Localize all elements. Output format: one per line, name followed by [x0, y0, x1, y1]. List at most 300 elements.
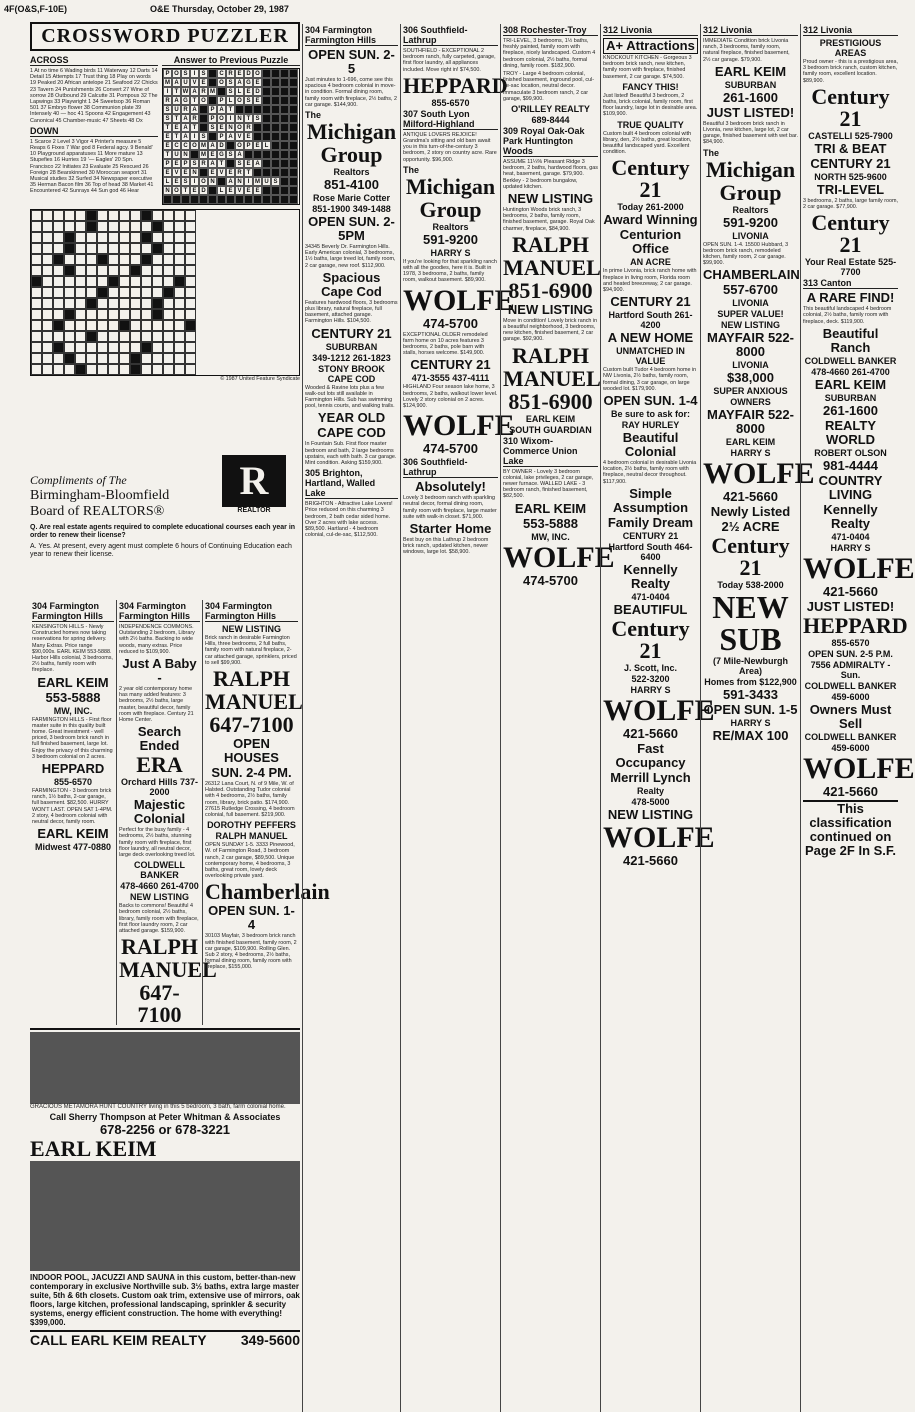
ad-headline: Owners Must Sell: [809, 701, 892, 731]
ad-headline: TRI-LEVEL: [816, 181, 885, 197]
answer-cell: E: [253, 96, 262, 105]
ad-headline: Starter Home: [409, 521, 492, 537]
answer-cell: V: [235, 186, 244, 195]
answer-cell: [217, 177, 226, 186]
grid-cell: [130, 232, 141, 243]
realtor-logo: R: [222, 455, 286, 507]
broker-phone: 261-1600: [723, 89, 778, 105]
answer-cell: A: [226, 177, 235, 186]
grid-cell: [75, 320, 86, 331]
grid-cell: [31, 254, 42, 265]
section-heading: 305 Brighton, Hartland, Walled Lake: [305, 468, 398, 499]
ad-headline: LIVONIA: [732, 360, 769, 371]
answer-cell: [199, 195, 208, 204]
answer-cell: R: [244, 123, 253, 132]
grid-cell: [152, 298, 163, 309]
grid-cell: [163, 276, 174, 287]
answer-cell: D: [199, 186, 208, 195]
grid-cell: [163, 221, 174, 232]
grid-cell: [163, 298, 174, 309]
ad-headline: Newly Listed: [710, 504, 791, 520]
broker-sub: Realty: [636, 785, 664, 796]
answer-cell: G: [244, 78, 253, 87]
answer-cell: O: [217, 114, 226, 123]
ad-text: IMMEDIATE Condition brick Livonia ranch, 3 bedrooms, family room, natural fireplace, finished basement, 2½ car garage. $79,900.: [703, 38, 790, 63]
answer-cell: A: [181, 132, 190, 141]
broker-name: RE/MAX 100: [712, 728, 789, 744]
ad-text: FARMINGTON HILLS - First floor master suite in this quality built home. Great investment - well priced, 3 bedroom brick ranch in full finished basement, large lot. Enjoy the privacy of this charming 3 bedroom colonial on 2 acres.: [32, 716, 113, 760]
grid-cell: [119, 298, 130, 309]
answer-cell: L: [262, 141, 271, 150]
agent-name: Call Sherry Thompson at Peter Whitman & Associates: [49, 1112, 281, 1123]
ad-headline: Spacious Cape Cod: [321, 269, 382, 299]
answer-cell: [289, 168, 298, 177]
answer-cell: [280, 177, 289, 186]
grid-cell: [75, 298, 86, 309]
broker-phone: 591-9200: [723, 214, 778, 230]
grid-cell: [163, 320, 174, 331]
grid-cell: [130, 298, 141, 309]
answer-cell: E: [244, 186, 253, 195]
broker-name: Group: [320, 142, 383, 168]
broker-name: Michigan: [306, 119, 397, 145]
broker-sub: HARRY S: [730, 718, 771, 729]
grid-cell: [75, 276, 86, 287]
agent-name: DOROTHY PEFFERS: [207, 820, 296, 831]
broker-phone: 459-6000: [831, 691, 870, 702]
grid-cell: [31, 265, 42, 276]
answer-cell: [199, 168, 208, 177]
broker-phone: 471-0404: [831, 531, 870, 542]
broker-name: Century 21: [811, 83, 890, 131]
broker-name: HEPPARD: [41, 761, 105, 777]
answer-cell: A: [208, 141, 217, 150]
grid-cell: [64, 353, 75, 364]
broker-phone: 522-3200: [631, 673, 670, 684]
ad-text: Brick ranch in desirable Farmington Hills, three bedrooms, 2 full baths, family room with natural fireplace, 2-car attached garage, sprinklers, priced to sell $99,900.: [205, 635, 297, 666]
answer-cell: [289, 69, 298, 78]
answer-cell: E: [172, 177, 181, 186]
ad-text: OPEN SUNDAY 1-5. 3333 Pinewood, W. of Farmington Road, 3 bedroom ranch, 2 car garage, $89,500. Unique contemporary home, 4 bedrooms, 3 baths, great room, lovely deck overlooking private yard.: [205, 842, 295, 880]
ad-headline: NEW LISTING: [130, 892, 189, 903]
answer-cell: [289, 186, 298, 195]
grid-cell: [108, 210, 119, 221]
broker-phone: 478-5000: [631, 796, 670, 807]
ad-text: (7 Mile-Newburgh Area): [712, 656, 788, 677]
answer-cell: [208, 78, 217, 87]
broker-name: Century 21: [611, 615, 690, 663]
grid-cell: [185, 320, 196, 331]
ad-text: Just listed! Beautiful 3 bedroom, 2 baths, brick colonial, family room, first floor laundry, large lot in desirable area. $109,900.: [603, 92, 698, 118]
answer-cell: [262, 96, 271, 105]
grid-cell: [97, 276, 108, 287]
answer-cell: [271, 105, 280, 114]
grid-cell: [163, 265, 174, 276]
grid-cell: [75, 287, 86, 298]
broker-name: EARL KEIM: [37, 674, 109, 690]
answer-cell: I: [244, 177, 253, 186]
answer-cell: M: [165, 80, 170, 86]
broker-phone: Hartford South 261-4200: [608, 310, 693, 331]
ad-text: Best buy on this Lathrup 2 bedroom brick ranch, updated kitchen, newer windows, large lot. $58,900.: [403, 537, 489, 556]
ad-headline: Just A Baby -: [122, 656, 197, 686]
ad-text: FARMINGTON - 3 bedroom brick ranch, 1½ baths, 2-car garage, full basement. $82,500. HURRY WON'T LAST. OPEN SAT 1-4PM. 2 story, 4 bedroom colonial with neutral decor, family room.: [32, 788, 113, 826]
answer-cell: E: [181, 168, 190, 177]
answer-cell: S: [226, 150, 235, 159]
broker-sub: HARRY S: [730, 448, 771, 459]
grid-cell: [141, 331, 152, 342]
grid-cell: [53, 298, 64, 309]
broker-phone: 981-4444: [823, 457, 878, 473]
broker-phone: 851-6900: [508, 388, 593, 414]
answer-cell: T: [172, 114, 181, 123]
board-line-1: Compliments of The: [30, 473, 127, 487]
grid-cell: [152, 287, 163, 298]
ad-text: Features hardwood floors, 3 bedrooms plus library, natural fireplace, full basement, attached garage. Farmington Hills. $104,500.: [305, 299, 398, 325]
grid-cell: [75, 342, 86, 353]
answer-cell: A: [181, 123, 190, 132]
answer-cell: [235, 195, 244, 204]
answer-cell: T: [217, 159, 226, 168]
answer-cell: [208, 96, 217, 105]
grid-cell: [64, 210, 75, 221]
grid-cell: [174, 276, 185, 287]
answer-cell: P: [163, 159, 172, 168]
column-6: [500, 24, 615, 1412]
broker-phone: 478-4660 261-4700: [811, 366, 890, 377]
grid-cell: [141, 309, 152, 320]
answer-cell: [190, 150, 199, 159]
grid-cell: [185, 364, 196, 375]
ad-headline: TRUE QUALITY: [617, 119, 684, 130]
grid-cell: [119, 254, 130, 265]
grid-cell: [42, 309, 53, 320]
grid-cell: [75, 243, 86, 254]
ad-text: EXCEPTIONAL OLDER remodeled farm home on 10 acres features 3 bedrooms, 2 baths, pole barn with stalls, horses welcome. $149,900.: [403, 331, 488, 357]
broker-phone: 459-6000: [831, 742, 870, 753]
grid-cell: [42, 331, 53, 342]
section-heading: 307 South Lyon Milford-Highland: [403, 109, 498, 130]
ad-text: OPEN SUN. 1-4. 15500 Hubbard, 3 bedroom brick ranch, remodeled kitchen, family room, 2 car garage. $99,900.: [703, 241, 789, 267]
answer-cell: [244, 195, 253, 204]
board-line-2: Birmingham-Bloomfield: [30, 488, 170, 503]
grid-cell: [42, 287, 53, 298]
grid-cell: [130, 353, 141, 364]
agent-name: Rose Marie Cotter: [312, 193, 391, 204]
grid-cell: [31, 353, 42, 364]
grid-cell: [53, 254, 64, 265]
broker-phone: 591-3433: [723, 687, 778, 703]
answer-cell: [253, 105, 262, 114]
broker-name: MANUEL: [503, 254, 601, 280]
ad-headline: OWNERS: [730, 397, 771, 408]
question-text: Q. Are real estate agents required to complete educational courses each year in order to renew their license?: [30, 524, 296, 539]
answer-cell: I: [226, 114, 235, 123]
grid-cell: [75, 364, 86, 375]
answer-cell: [289, 87, 298, 96]
answer-cell: U: [172, 105, 181, 114]
grid-cell: [130, 254, 141, 265]
ad-headline: Beautiful Colonial: [622, 430, 679, 460]
grid-cell: [31, 309, 42, 320]
answer-cell: [199, 123, 208, 132]
section-heading: 312 Livonia: [703, 25, 798, 36]
grid-cell: [42, 254, 53, 265]
section-heading: 304 Farmington Farmington Hills: [119, 601, 200, 622]
ad-headline: Centurion Office: [619, 227, 682, 257]
across-clues: 1 At no time 6 Wading birds 11 Waterway 12 Darts 14 Detail 15 Attempts 17 Trust thing 18 Play on words 19 Peaked 20 African antelope 21 Seafood 22 Chicks 23 Tavern 24 Punishments 26 Convert 27 Wine of sorrow 28 Outbound 29 Calcutte 31 Pompous 32 The Lapwings 33 Playwright 1 34 Sweetsop 36 Roman 501 37 Embryo flower 38 Communion plate 39 Intensely 40 — hoc 41 Spoons 42 Engagement 43 Canonical 45 Chamber-music 47 Sheets 48 Ox: [30, 68, 158, 124]
grid-cell: [64, 309, 75, 320]
answer-cell: O: [217, 78, 226, 87]
ad-headline: OPEN SUN. 1-4: [603, 393, 698, 409]
ad-text: 30103 Mayfair, 3 bedroom brick ranch with finished basement, family room, 2 car garage, $109,900. Rolling Glen. Sub 2 story, 4 bedrooms, 2½ baths, formal dining room, family room with fireplace, $155,000.: [205, 933, 297, 971]
grid-cell: [75, 210, 86, 221]
broker-sub: HARRY S: [630, 684, 671, 695]
broker-name: CALL EARL KEIM REALTY: [30, 1332, 207, 1349]
broker-name: EARL KEIM: [37, 826, 109, 842]
answer-cell: [226, 159, 235, 168]
crossword-section: [30, 22, 300, 452]
answer-cell: [280, 186, 289, 195]
answer-cell: [172, 195, 181, 204]
answer-cell: T: [244, 168, 253, 177]
grid-cell: [163, 342, 174, 353]
answer-cell: A: [190, 87, 199, 96]
ad-text: TROY - Large 4 bedroom colonial, finished basement, inground pool, cul-de-sac location, neutral decor. Immaculate 3 bedroom ranch, 2 car garage, $99,900.: [503, 71, 595, 102]
broker-name: ERA: [136, 752, 183, 778]
grid-cell: [185, 276, 196, 287]
ad-headline: STONY BROOK CAPE COD: [318, 363, 385, 384]
broker-sub: MW, INC.: [531, 531, 570, 542]
grid-cell: [130, 287, 141, 298]
answer-cell: [271, 69, 280, 78]
grid-cell: [31, 287, 42, 298]
issue-date: O&E Thursday, October 29, 1987: [150, 4, 289, 14]
broker-name: CENTURY 21: [622, 530, 679, 541]
grid-cell: [130, 320, 141, 331]
grid-cell: [31, 364, 42, 375]
answer-cell: O: [199, 96, 208, 105]
grid-cell: [152, 243, 163, 254]
grid-cell: [174, 298, 185, 309]
ad-headline: UNMATCHED IN VALUE: [616, 346, 685, 367]
grid-cell: [185, 342, 196, 353]
grid-cell: [31, 221, 42, 232]
grid-cell: [185, 331, 196, 342]
broker-name: RALPH: [213, 666, 290, 692]
grid-cell: [64, 298, 75, 309]
ad-headline: JUST LISTED!: [706, 104, 795, 120]
broker-name: Century 21: [711, 533, 790, 581]
answer-cell: E: [244, 87, 253, 96]
answer-cell: I: [190, 132, 199, 141]
grid-cell: [108, 254, 119, 265]
grid-cell: [163, 353, 174, 364]
answer-cell: [289, 123, 298, 132]
answer-cell: [199, 105, 208, 114]
grid-cell: [75, 309, 86, 320]
grid-cell: [86, 331, 97, 342]
grid-cell: [108, 276, 119, 287]
grid-cell: [64, 243, 75, 254]
answer-cell: [280, 150, 289, 159]
answer-cell: N: [226, 123, 235, 132]
answer-cell: [262, 123, 271, 132]
answer-cell: A: [181, 114, 190, 123]
broker-name: CHAMBERLAIN: [703, 267, 800, 283]
section-heading: 312 Livonia: [803, 25, 898, 36]
grid-cell: [141, 364, 152, 375]
broker-phone: 478-4660 261-4700: [120, 881, 199, 892]
grid-cell: [163, 331, 174, 342]
answer-cell: S: [226, 87, 235, 96]
answer-cell: M: [255, 179, 260, 185]
ad-headline: LIVONIA: [732, 298, 769, 309]
section-heading: 306 Southfield-Lathrup: [403, 457, 498, 478]
answer-cell: V: [217, 168, 226, 177]
broker-name: RALPH: [121, 934, 198, 960]
grid-cell: [97, 309, 108, 320]
broker-phone: 647-7100: [209, 712, 294, 738]
grid-cell: [141, 276, 152, 287]
broker-name: RALPH: [512, 342, 589, 368]
grid-cell: [64, 221, 75, 232]
broker-name: WOLFE: [703, 457, 815, 491]
answer-cell: O: [253, 69, 262, 78]
broker-phone: 421-5660: [823, 583, 878, 599]
answer-cell: [271, 132, 280, 141]
answer-cell: [226, 195, 235, 204]
broker-name: WOLFE: [403, 409, 515, 443]
section-heading: 312 Livonia: [603, 25, 698, 36]
broker-name: WOLFE: [803, 551, 915, 585]
answer-cell: E: [244, 159, 253, 168]
continued-note: This classification continued on Page 2F In S.F.: [804, 800, 897, 858]
grid-cell: [108, 243, 119, 254]
answer-cell: [280, 195, 289, 204]
answer-cell: A: [253, 159, 262, 168]
grid-cell: [64, 254, 75, 265]
grid-cell: [53, 331, 64, 342]
answer-cell: V: [172, 168, 181, 177]
grid-cell: [86, 210, 97, 221]
broker-name: Kennelly Realty: [823, 501, 878, 531]
grid-cell: [86, 232, 97, 243]
grid-cell: [42, 265, 53, 276]
column-3: [202, 600, 330, 1025]
grid-cell: [119, 364, 130, 375]
grid-cell: [141, 353, 152, 364]
grid-cell: [174, 331, 185, 342]
grid-cell: [174, 210, 185, 221]
answer-cell: T: [163, 150, 172, 159]
grid-cell: [75, 331, 86, 342]
answer-cell: [253, 150, 262, 159]
ad-text: Perfect for the busy family - 4 bedrooms, 2½ baths, stunning family room with fireplace, first floor laundry, all neutral decor, large deck overlooking treed lot.: [119, 827, 196, 859]
grid-cell: [185, 243, 196, 254]
broker-phone: 349-1212 261-1823: [312, 352, 391, 363]
answer-cell: A: [172, 78, 181, 87]
grid-cell: [185, 287, 196, 298]
broker-phone: 421-5660: [823, 783, 878, 799]
broker-name: HEPPARD: [403, 72, 508, 98]
ad-headline: OPEN SUN. 2-5PM: [308, 214, 395, 244]
broker-phone: Today 538-2000: [717, 580, 784, 591]
grid-cell: [141, 320, 152, 331]
answer-cell: T: [190, 96, 199, 105]
answer-cell: [262, 132, 271, 141]
answer-cell: N: [208, 177, 217, 186]
grid-cell: [119, 243, 130, 254]
ad-text: INDEPENDENCE COMMONS. Outstanding 2 bedroom, Library with 2½ baths. Backing to wide woods, many extras. Price reduced to $109,900.: [119, 624, 195, 655]
ad-text: 26312 Lana Court, N. of 9 Mile, W. of Halsted. Outstanding Tudor colonial with 4 bedrooms, 2½ baths, family room, library, brick patio. $174,900. 27615 Rutledge Crossing, 4 bedroom colonial, full basement. $219,900.: [205, 781, 295, 819]
answer-cell: [208, 195, 217, 204]
ad-text: BRIGHTON - Attractive Lake Lovers! Price reduced on this charming 3 bedroom, 2 bath cedar sided home. Over 2 acres with lake access. $89,500. Hartland - 4 bedroom colonial, cul-de-sac, $112,500.: [305, 501, 393, 539]
section-heading: 313 Canton: [803, 278, 898, 289]
answer-cell: T: [181, 186, 190, 195]
ad-text: HIGHLAND Four season lake home, 3 bedrooms, 2 baths, walkout lower level. Lovely 2 story colonial on 2 acres. $124,900.: [403, 384, 498, 410]
broker-name: EARL KEIM: [525, 413, 576, 424]
broker-phone: 591-9200: [423, 231, 478, 247]
grid-cell: [31, 276, 42, 287]
answer-cell: E: [217, 123, 226, 132]
down-heading: DOWN: [30, 126, 158, 137]
answer-cell: E: [253, 186, 262, 195]
grid-cell: [108, 342, 119, 353]
grid-cell: [152, 276, 163, 287]
ad-headline: Family Dream: [607, 514, 694, 530]
column-9: [800, 24, 915, 1412]
broker-sub: SUBURBAN: [824, 392, 877, 403]
broker-name: RALPH: [512, 231, 589, 257]
broker-name: CENTURY 21: [311, 325, 392, 341]
grid-cell: [119, 353, 130, 364]
grid-cell: [174, 243, 185, 254]
answer-cell: M: [201, 152, 206, 158]
grid-cell: [97, 210, 108, 221]
ad-headline: NEW LISTING: [507, 191, 594, 207]
ad-text: Proud owner - this is a prestigious area, 3 bedroom brick ranch, custom kitchen, family room, excellent location. $89,900.: [803, 59, 898, 84]
grid-cell: [97, 265, 108, 276]
answer-cell: T: [244, 114, 253, 123]
answer-cell: A: [217, 105, 226, 114]
ad-text: Beautiful 3 bedroom brick ranch in Livonia, new kitchen, large lot, 2 car garage, finished basement with wet bar. $84,900.: [703, 120, 798, 146]
answer-cell: M: [210, 89, 215, 95]
answer-cell: E: [190, 186, 199, 195]
answer-cell: [280, 114, 289, 123]
grid-cell: [42, 243, 53, 254]
answer-cell: [208, 69, 217, 78]
grid-cell: [185, 254, 196, 265]
answer-cell: T: [226, 105, 235, 114]
section-heading: 309 Royal Oak-Oak Park Huntington Woods: [503, 126, 598, 157]
grid-cell: [86, 254, 97, 265]
answer-cell: O: [172, 186, 181, 195]
ad-headline: NEW LISTING: [222, 624, 281, 634]
ad-headline: NEW LISTING: [607, 806, 694, 822]
ad-text: Wooded & Ravine lots plus a few walk-out lots still available in Farmington Hills. Sub has swimming pool, tennis courts, and walking trails.: [305, 384, 395, 410]
ad-text: KENSINGTON HILLS - Newly Constructed homes now taking reservations for spring delivery. Many Extras. Price range $90,000s. EARL KEIM 553-5888. Harbor Hills colonial, 3 bedrooms, 2½ baths, family room with fireplace.: [32, 624, 113, 674]
answer-cell: [271, 123, 280, 132]
broker-name: MANUEL: [503, 365, 601, 391]
grid-cell: [163, 210, 174, 221]
ad-headline: OPEN SUN. 1-4: [208, 903, 295, 933]
answer-cell: S: [226, 78, 235, 87]
grid-cell: [108, 309, 119, 320]
broker-name: Michigan: [705, 156, 796, 182]
grid-cell: [53, 342, 64, 353]
broker-phone: 855-6570: [831, 637, 870, 648]
